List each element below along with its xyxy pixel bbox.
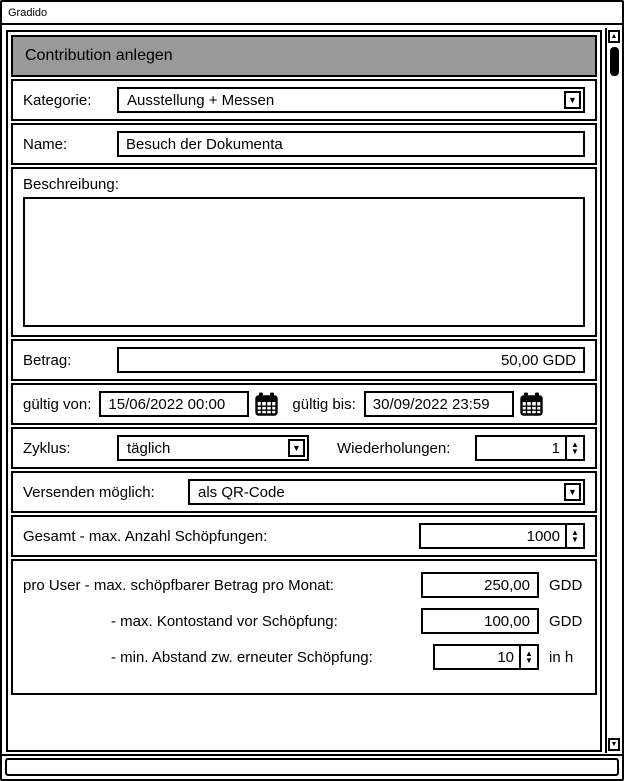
pro-user-kontostand-unit: GDD [549, 612, 583, 630]
name-input[interactable] [117, 131, 585, 157]
beschreibung-textarea[interactable] [23, 197, 585, 327]
zyklus-label: Zyklus: [23, 439, 71, 457]
versenden-selected-value: als QR-Code [198, 483, 285, 501]
triangle-down-icon: ▼ [571, 447, 579, 456]
beschreibung-label: Beschreibung: [23, 176, 119, 193]
pro-user-abstand-input[interactable] [435, 646, 519, 668]
zyklus-select[interactable] [117, 435, 309, 461]
calendar-icon[interactable] [255, 392, 278, 416]
name-row [11, 123, 597, 165]
versenden-row [11, 471, 597, 513]
betrag-label: Betrag: [23, 351, 72, 369]
contribution-form-panel [6, 30, 602, 752]
triangle-up-icon: ▲ [610, 33, 618, 40]
window-title: Gradido [8, 6, 48, 19]
gesamt-label: Gesamt - max. Anzahl Schöpfungen: [23, 527, 268, 545]
gesamt-input[interactable] [421, 525, 565, 547]
pro-user-kontostand-label: - max. Kontostand vor Schöpfung: [111, 612, 338, 630]
form-header-title: Contribution anlegen [25, 47, 173, 64]
pro-user-betrag-unit: GDD [549, 576, 583, 594]
beschreibung-row [11, 167, 597, 337]
gueltig-bis-label: gültig bis: [292, 395, 356, 413]
form-header [11, 35, 597, 77]
horizontal-scrollbar-track[interactable] [5, 758, 619, 776]
versenden-select[interactable] [188, 479, 585, 505]
pro-user-abstand-stepper [433, 644, 539, 670]
gesamt-stepper [419, 523, 585, 549]
pro-user-abstand-stepper-buttons[interactable] [519, 646, 537, 668]
triangle-down-icon: ▼ [610, 741, 618, 748]
pro-user-betrag-label: pro User - max. schöpfbarer Betrag pro Monat: [23, 576, 334, 594]
pro-user-row-kontostand [23, 603, 585, 639]
gueltig-von-input[interactable] [99, 391, 249, 417]
window-titlebar[interactable] [2, 2, 622, 25]
pro-user-kontostand-input[interactable] [421, 608, 539, 634]
versenden-dropdown-button[interactable] [564, 483, 581, 501]
chevron-down-icon: ▼ [568, 486, 577, 497]
pro-user-row-abstand [23, 639, 585, 675]
kategorie-row [11, 79, 597, 121]
window-content [2, 25, 622, 756]
chevron-down-icon: ▼ [292, 442, 301, 453]
wiederholungen-stepper [475, 435, 585, 461]
horizontal-scrollbar-area [2, 756, 622, 779]
gueltig-von-label: gültig von: [23, 395, 92, 413]
zyklus-selected-value: täglich [127, 439, 171, 457]
calendar-icon[interactable] [520, 392, 543, 416]
betrag-row [11, 339, 597, 381]
wiederholungen-input[interactable] [477, 437, 565, 459]
versenden-label: Versenden möglich: [23, 483, 155, 501]
kategorie-select[interactable] [117, 87, 585, 113]
triangle-up-icon: ▲ [571, 528, 579, 537]
scrollbar-down-button[interactable] [608, 738, 620, 751]
triangle-down-icon: ▼ [571, 535, 579, 544]
triangle-up-icon: ▲ [525, 649, 533, 658]
triangle-up-icon: ▲ [571, 440, 579, 449]
pro-user-box [11, 559, 597, 695]
scrollbar-thumb[interactable] [610, 47, 619, 76]
gesamt-row [11, 515, 597, 557]
betrag-input[interactable] [117, 347, 585, 373]
scrollbar-up-button[interactable] [608, 30, 620, 43]
gueltig-bis-input[interactable] [364, 391, 514, 417]
wiederholungen-label: Wiederholungen: [337, 439, 451, 457]
zyklus-dropdown-button[interactable] [288, 439, 305, 457]
pro-user-betrag-input[interactable] [421, 572, 539, 598]
kategorie-dropdown-button[interactable] [564, 91, 581, 109]
name-label: Name: [23, 135, 68, 153]
kategorie-selected-value: Ausstellung + Messen [127, 91, 275, 109]
vertical-scrollbar[interactable] [605, 28, 621, 753]
gueltigkeit-row [11, 383, 597, 425]
chevron-down-icon: ▼ [568, 94, 577, 105]
gesamt-stepper-buttons[interactable] [565, 525, 583, 547]
kategorie-label: Kategorie: [23, 91, 92, 109]
pro-user-row-betrag [23, 567, 585, 603]
zyklus-row [11, 427, 597, 469]
wiederholungen-stepper-buttons[interactable] [565, 437, 583, 459]
pro-user-abstand-label: - min. Abstand zw. erneuter Schöpfung: [111, 648, 373, 666]
triangle-down-icon: ▼ [525, 656, 533, 665]
pro-user-abstand-unit: in h [549, 648, 574, 666]
